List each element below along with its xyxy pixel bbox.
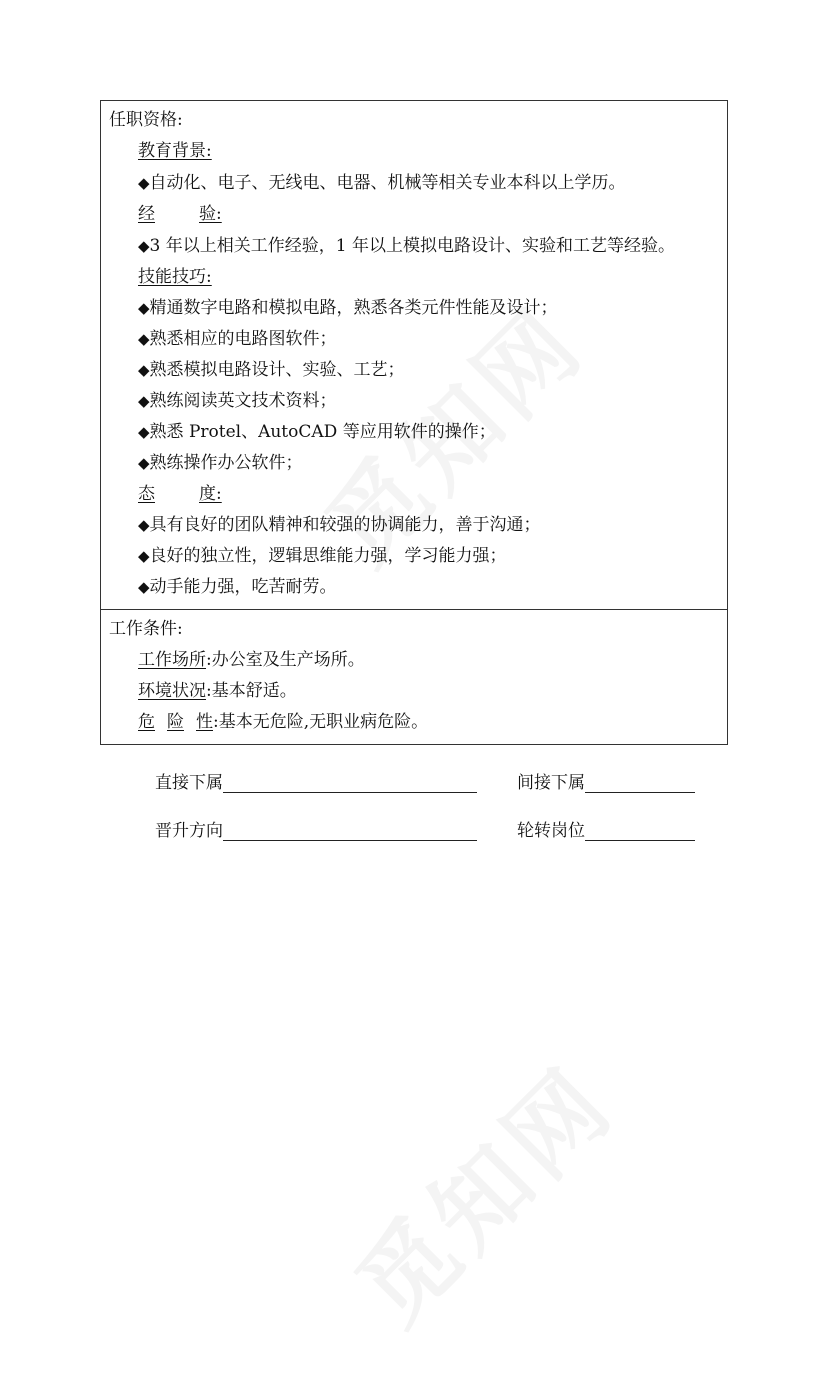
bullet-icon: ◆ — [138, 174, 150, 192]
field-row-subordinates — [155, 768, 715, 816]
qualifications-title: 任职资格: — [109, 110, 183, 130]
direct-subordinate-line[interactable] — [223, 772, 477, 793]
bullet-icon: ◆ — [138, 237, 150, 255]
workplace-row — [109, 645, 719, 676]
bullet-icon: ◆ — [138, 423, 150, 441]
rotation-line[interactable] — [585, 820, 695, 841]
rotation-field[interactable] — [517, 816, 695, 841]
attitude-label: 态 度: — [138, 484, 222, 504]
experience-item: ◆3 年以上相关工作经验，1 年以上模拟电路设计、实验和工艺等经验。 — [138, 236, 675, 256]
direct-subordinate-label: 直接下属 — [155, 773, 223, 793]
indirect-subordinate-field[interactable] — [517, 768, 695, 793]
skills-item: ◆熟练阅读英文技术资料； — [138, 391, 337, 411]
experience-label: 经 验: — [138, 204, 222, 224]
rotation-label: 轮转岗位 — [517, 821, 585, 841]
education-heading — [109, 136, 719, 167]
experience-heading — [109, 199, 719, 230]
environment-row — [109, 676, 719, 707]
skills-item: ◆熟悉相应的电路图软件； — [138, 329, 337, 349]
environment-value: :基本舒适。 — [206, 681, 297, 701]
skills-item: ◆熟悉模拟电路设计、实验、工艺； — [138, 360, 405, 380]
job-description-table — [100, 100, 728, 745]
field-row-career — [155, 816, 715, 864]
skills-item: ◆精通数字电路和模拟电路，熟悉各类元件性能及设计； — [138, 298, 558, 318]
conditions-cell — [101, 609, 727, 744]
indirect-subordinate-label: 间接下属 — [517, 773, 585, 793]
attitude-item: ◆具有良好的团队精神和较强的协调能力，善于沟通； — [138, 515, 541, 535]
qualifications-cell — [101, 101, 727, 609]
relations-fields — [155, 768, 715, 864]
bullet-icon: ◆ — [138, 516, 150, 534]
watermark-bottom — [282, 992, 678, 1388]
bullet-icon: ◆ — [138, 299, 150, 317]
education-item: ◆自动化、电子、无线电、电器、机械等相关专业本科以上学历。 — [138, 173, 626, 193]
workplace-label: 工作场所 — [138, 650, 206, 670]
skills-heading — [109, 262, 719, 293]
bullet-icon: ◆ — [138, 330, 150, 348]
promotion-field[interactable] — [155, 816, 477, 841]
danger-value: :基本无危险,无职业病危险。 — [213, 712, 429, 732]
attitude-heading — [109, 479, 719, 510]
bullet-icon: ◆ — [138, 547, 150, 565]
bullet-icon: ◆ — [138, 361, 150, 379]
direct-subordinate-field[interactable] — [155, 768, 477, 793]
danger-row — [109, 707, 719, 738]
indirect-subordinate-line[interactable] — [585, 772, 695, 793]
attitude-item: ◆良好的独立性，逻辑思维能力强，学习能力强； — [138, 546, 507, 566]
workplace-value: :办公室及生产场所。 — [206, 650, 365, 670]
skills-item: ◆熟练操作办公软件； — [138, 453, 303, 473]
skills-item: ◆熟悉 Protel、AutoCAD 等应用软件的操作； — [138, 422, 496, 442]
promotion-line[interactable] — [223, 820, 477, 841]
conditions-title: 工作条件: — [109, 619, 183, 639]
bullet-icon: ◆ — [138, 392, 150, 410]
environment-label: 环境状况 — [138, 681, 206, 701]
skills-label: 技能技巧: — [138, 267, 212, 287]
bullet-icon: ◆ — [138, 578, 150, 596]
education-label: 教育背景: — [138, 141, 212, 161]
promotion-label: 晋升方向 — [155, 821, 223, 841]
attitude-item: ◆动手能力强，吃苦耐劳。 — [138, 577, 337, 597]
bullet-icon: ◆ — [138, 454, 150, 472]
danger-label: 危 险 性 — [138, 712, 213, 732]
